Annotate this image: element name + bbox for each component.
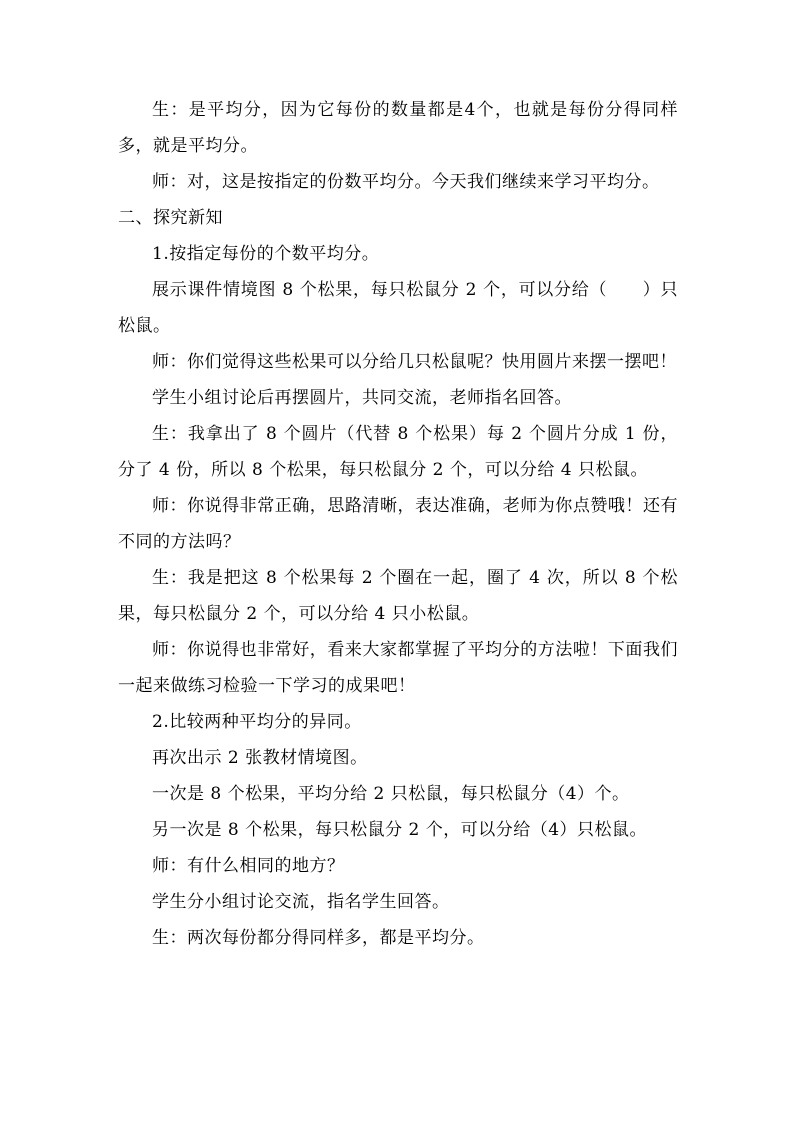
paragraph: 师：有什么相同的地方？ (152, 856, 345, 876)
subsection-heading: 2.比较两种平均分的异同。 (152, 712, 362, 732)
section-heading: 二、探究新知 (118, 208, 223, 228)
paragraph: 师：你说得也非常好，看来大家都掌握了平均分的方法啦！下面我们一起来做练习检验一下学习的成果吧！ (118, 640, 678, 696)
paragraph: 另一次是 8 个松果，每只松鼠分 2 个，可以分给（4）只松鼠。 (152, 820, 648, 840)
paragraph: 生：我是把这 8 个松果每 2 个圈在一起，圈了 4 次，所以 8 个松果，每只松鼠分 2 个，可以分给 4 只小松鼠。 (118, 568, 678, 624)
paragraph: 师：你说得非常正确，思路清晰，表达准确，老师为你点赞哦！还有不同的方法吗？ (118, 496, 678, 552)
paragraph: 一次是 8 个松果，平均分给 2 只松鼠，每只松鼠分（4）个。 (152, 784, 630, 804)
paragraph: 师：对，这是按指定的份数平均分。今天我们继续来学习平均分。 (152, 172, 660, 192)
paragraph: 展示课件情境图 8 个松果，每只松鼠分 2 个，可以分给（ ）只松鼠。 (118, 280, 678, 336)
document-body (118, 92, 678, 956)
subsection-heading: 1.按指定每份的个数平均分。 (152, 244, 380, 264)
paragraph: 师：你们觉得这些松果可以分给几只松鼠呢？快用圆片来摆一摆吧！ (152, 352, 677, 372)
paragraph: 生：是平均分，因为它每份的数量都是4个，也就是每份分得同样多，就是平均分。 (118, 100, 678, 156)
paragraph: 再次出示 2 张教材情境图。 (152, 748, 368, 768)
paragraph: 生：两次每份都分得同样多，都是平均分。 (152, 928, 485, 948)
paragraph: 学生小组讨论后再摆圆片，共同交流，老师指名回答。 (152, 388, 572, 408)
paragraph: 学生分小组讨论交流，指名学生回答。 (152, 892, 450, 912)
paragraph: 生：我拿出了 8 个圆片（代替 8 个松果）每 2 个圆片分成 1 份，分了 4 份，所以 8 个松果，每只松鼠分 2 个，可以分给 4 只松鼠。 (118, 424, 678, 480)
